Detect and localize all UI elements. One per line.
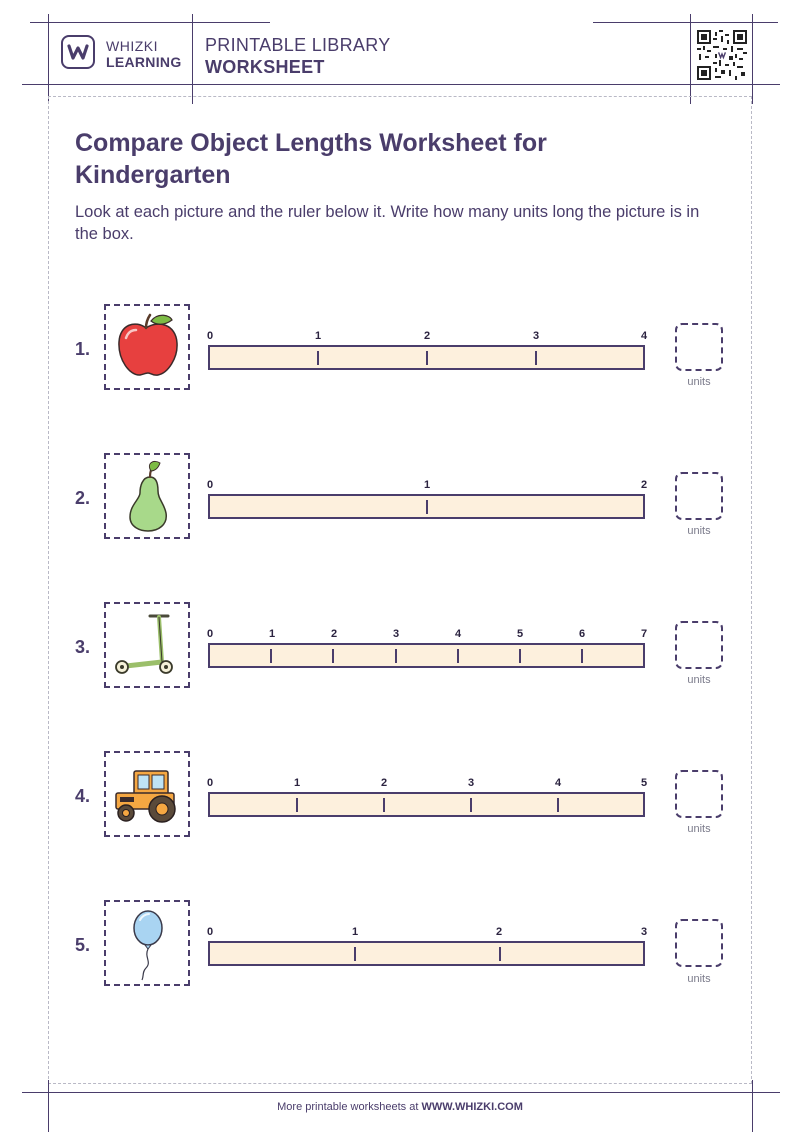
worksheet-label: WORKSHEET — [205, 57, 325, 77]
ruler — [208, 792, 645, 817]
brand-subname: LEARNING — [106, 54, 182, 70]
ruler-tick-label: 3 — [640, 926, 648, 938]
header-top-line-right — [593, 22, 778, 23]
units-label: units — [687, 823, 711, 835]
ruler-tick-label: 3 — [532, 330, 540, 342]
ruler-tick-label: 0 — [206, 628, 214, 640]
ruler-tick-label: 3 — [467, 777, 475, 789]
apple-icon — [106, 306, 188, 388]
picture-box — [104, 602, 190, 688]
picture-box — [104, 900, 190, 986]
ruler-tick — [426, 351, 428, 365]
ruler-tick-label: 7 — [640, 628, 648, 640]
page-title: Compare Object Lengths Worksheet for Kindergarten — [75, 129, 547, 189]
footer — [0, 1101, 800, 1113]
ruler-tick — [354, 947, 356, 961]
answer-box[interactable] — [675, 323, 723, 371]
ruler-tick-label: 3 — [392, 628, 400, 640]
qr-code-icon — [697, 30, 747, 80]
question-number: 3. — [75, 637, 91, 657]
whizki-logo-icon — [61, 35, 95, 69]
brand-name: WHIZKI — [106, 38, 158, 54]
units-label: units — [687, 674, 711, 686]
ruler — [208, 643, 645, 668]
ruler-tick-label: 2 — [495, 926, 503, 938]
ruler-tick-label: 5 — [516, 628, 524, 640]
ruler — [208, 494, 645, 519]
ruler-tick — [581, 649, 583, 663]
ruler-tick-label: 5 — [640, 777, 648, 789]
header-right-edge — [752, 14, 753, 104]
ruler — [208, 345, 645, 370]
ruler-tick-label: 0 — [206, 926, 214, 938]
footer-line — [22, 1092, 780, 1093]
ruler-tick-label: 0 — [206, 479, 214, 491]
ruler-tick-label: 1 — [351, 926, 359, 938]
ruler-tick-label: 1 — [314, 330, 322, 342]
ruler-tick — [296, 798, 298, 812]
answer-box[interactable] — [675, 621, 723, 669]
ruler-tick-label: 0 — [206, 777, 214, 789]
ruler-tick-label: 6 — [578, 628, 586, 640]
footer-site-link[interactable]: WWW.WHIZKI.COM — [421, 1101, 523, 1113]
picture-box — [104, 453, 190, 539]
ruler-tick — [470, 798, 472, 812]
ruler-tick — [332, 649, 334, 663]
ruler-tick — [383, 798, 385, 812]
picture-box — [104, 304, 190, 390]
units-label: units — [687, 525, 711, 537]
ruler-tick-label: 0 — [206, 330, 214, 342]
scooter-icon — [106, 604, 188, 686]
footer-prefix: More printable worksheets at — [277, 1101, 422, 1113]
answer-box[interactable] — [675, 919, 723, 967]
ruler-tick — [535, 351, 537, 365]
ruler-tick-label: 2 — [640, 479, 648, 491]
header-right-divider — [690, 14, 691, 104]
tractor-icon — [106, 753, 188, 835]
ruler — [208, 941, 645, 966]
ruler-tick-label: 2 — [380, 777, 388, 789]
ruler-tick-label: 1 — [423, 479, 431, 491]
ruler-tick — [557, 798, 559, 812]
ruler-tick-label: 1 — [268, 628, 276, 640]
question-number: 4. — [75, 786, 91, 806]
ruler-tick — [426, 500, 428, 514]
library-label: PRINTABLE LIBRARY — [205, 35, 391, 55]
ruler-tick-label: 4 — [454, 628, 462, 640]
ruler-tick — [457, 649, 459, 663]
ruler-tick — [519, 649, 521, 663]
answer-box[interactable] — [675, 770, 723, 818]
header-bottom-line — [22, 84, 780, 85]
pear-icon — [106, 455, 188, 537]
units-label: units — [687, 973, 711, 985]
header-divider — [192, 14, 193, 104]
header-left-edge — [48, 14, 49, 104]
ruler-tick-label: 2 — [330, 628, 338, 640]
ruler-tick — [270, 649, 272, 663]
ruler-tick — [395, 649, 397, 663]
ruler-tick-label: 4 — [640, 330, 648, 342]
header-top-line-left — [30, 22, 270, 23]
ruler-tick — [317, 351, 319, 365]
ruler-tick-label: 2 — [423, 330, 431, 342]
ruler-tick — [499, 947, 501, 961]
balloon-icon — [106, 902, 188, 984]
units-label: units — [687, 376, 711, 388]
answer-box[interactable] — [675, 472, 723, 520]
question-number: 2. — [75, 488, 91, 508]
picture-box — [104, 751, 190, 837]
instructions: Look at each picture and the ruler below it. Write how many units long the picture is in the box. — [75, 203, 700, 243]
question-number: 1. — [75, 339, 91, 359]
question-number: 5. — [75, 935, 91, 955]
ruler-tick-label: 1 — [293, 777, 301, 789]
ruler-tick-label: 4 — [554, 777, 562, 789]
